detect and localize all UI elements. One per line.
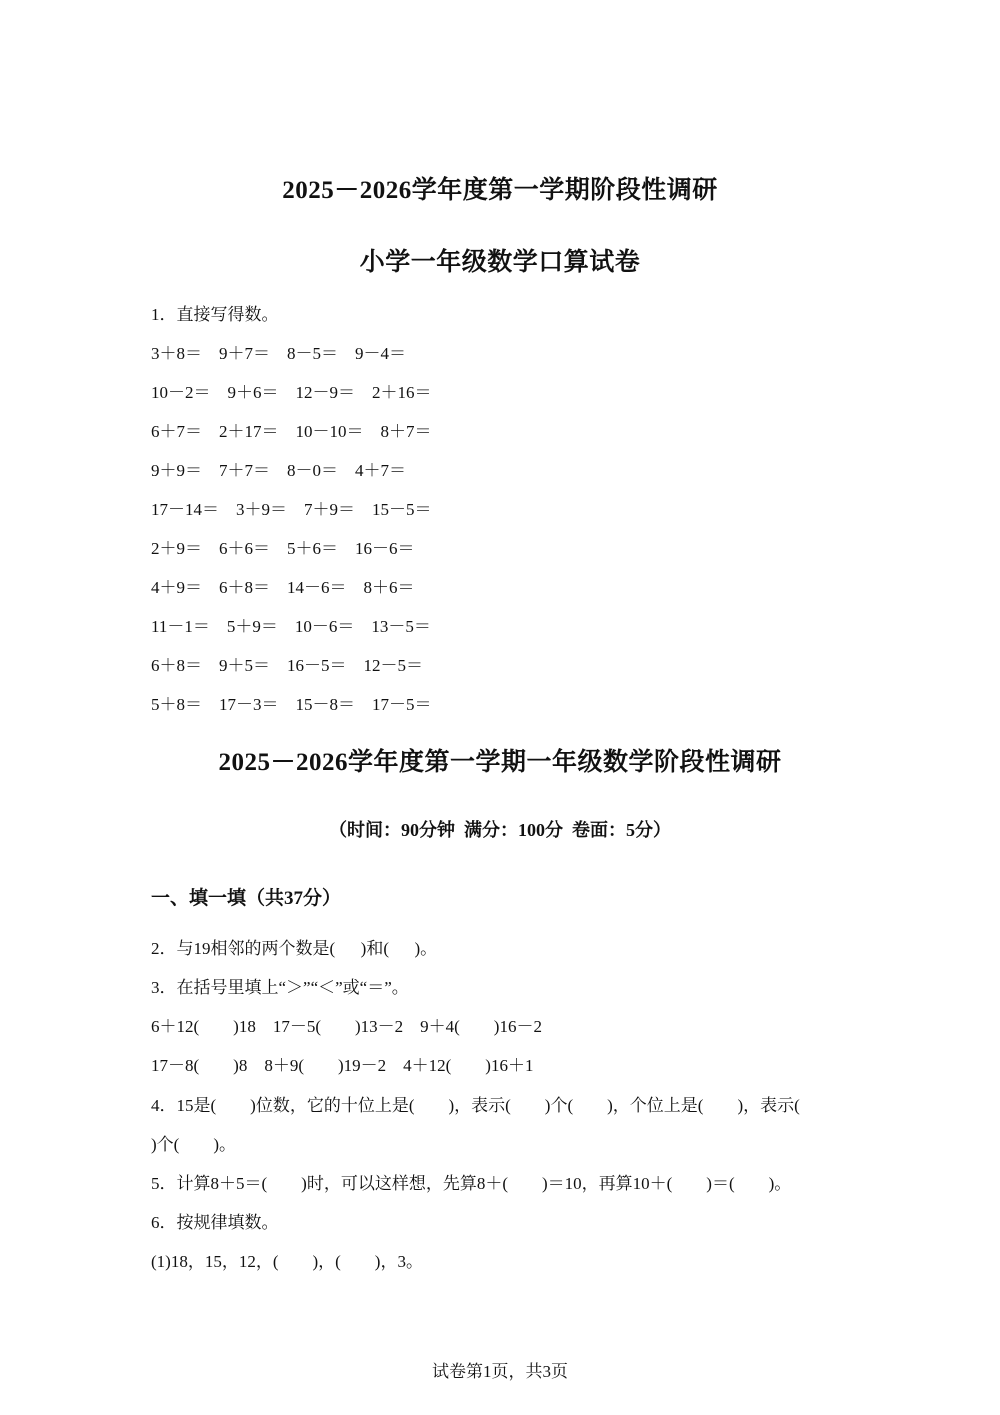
calc-row: 11－1＝ 5＋9＝ 10－6＝ 13－5＝ — [151, 617, 431, 636]
calc-row: 6＋7＝ 2＋17＝ 10－10＝ 8＋7＝ — [151, 422, 432, 441]
question-6: 6．按规律填数。 — [151, 1213, 279, 1232]
question-4-cont: )个( )。 — [151, 1135, 236, 1154]
calc-row: 9＋9＝ 7＋7＝ 8－0＝ 4＋7＝ — [151, 461, 406, 480]
calc-row: 10－2＝ 9＋6＝ 12－9＝ 2＋16＝ — [151, 383, 432, 402]
calc-row: 6＋8＝ 9＋5＝ 16－5＝ 12－5＝ — [151, 656, 423, 675]
question-6-1: (1)18，15，12，( )，( )，3。 — [151, 1252, 423, 1271]
question-2: 2．与19相邻的两个数是( )和( )。 — [151, 939, 438, 958]
calc-row: 4＋9＝ 6＋8＝ 14－6＝ 8＋6＝ — [151, 578, 415, 597]
question-3: 3．在括号里填上“＞”“＜”或“＝”。 — [151, 978, 409, 997]
compare-row-1: 6＋12( )18 17－5( )13－2 9＋4( )16－2 — [151, 1017, 542, 1036]
section-heading-1: 一、填一填（共37分） — [151, 888, 342, 909]
calc-row: 3＋8＝ 9＋7＝ 8－5＝ 9－4＝ — [151, 344, 406, 363]
calc-row: 2＋9＝ 6＋6＝ 5＋6＝ 16－6＝ — [151, 539, 415, 558]
question-1-label: 1．直接写得数。 — [151, 305, 279, 324]
exam-info: （时间：90分钟 满分：100分 卷面：5分） — [329, 820, 671, 840]
calc-row: 5＋8＝ 17－3＝ 15－8＝ 17－5＝ — [151, 695, 432, 714]
calc-row: 17－14＝ 3＋9＝ 7＋9＝ 15－5＝ — [151, 500, 432, 519]
page-footer: 试卷第1页，共3页 — [432, 1362, 568, 1381]
exam-title-2: 小学一年级数学口算试卷 — [359, 249, 641, 276]
compare-row-2: 17－8( )8 8＋9( )19－2 4＋12( )16＋1 — [151, 1056, 534, 1075]
exam-title-1: 2025－2026学年度第一学期阶段性调研 — [282, 177, 718, 204]
question-5: 5．计算8＋5＝( )时，可以这样想，先算8＋( )＝10，再算10＋( )＝( )。 — [151, 1174, 792, 1193]
exam-title-3: 2025－2026学年度第一学期一年级数学阶段性调研 — [218, 749, 782, 776]
question-4: 4．15是( )位数，它的十位上是( )，表示( )个( )，个位上是( )，表示( — [151, 1096, 800, 1115]
